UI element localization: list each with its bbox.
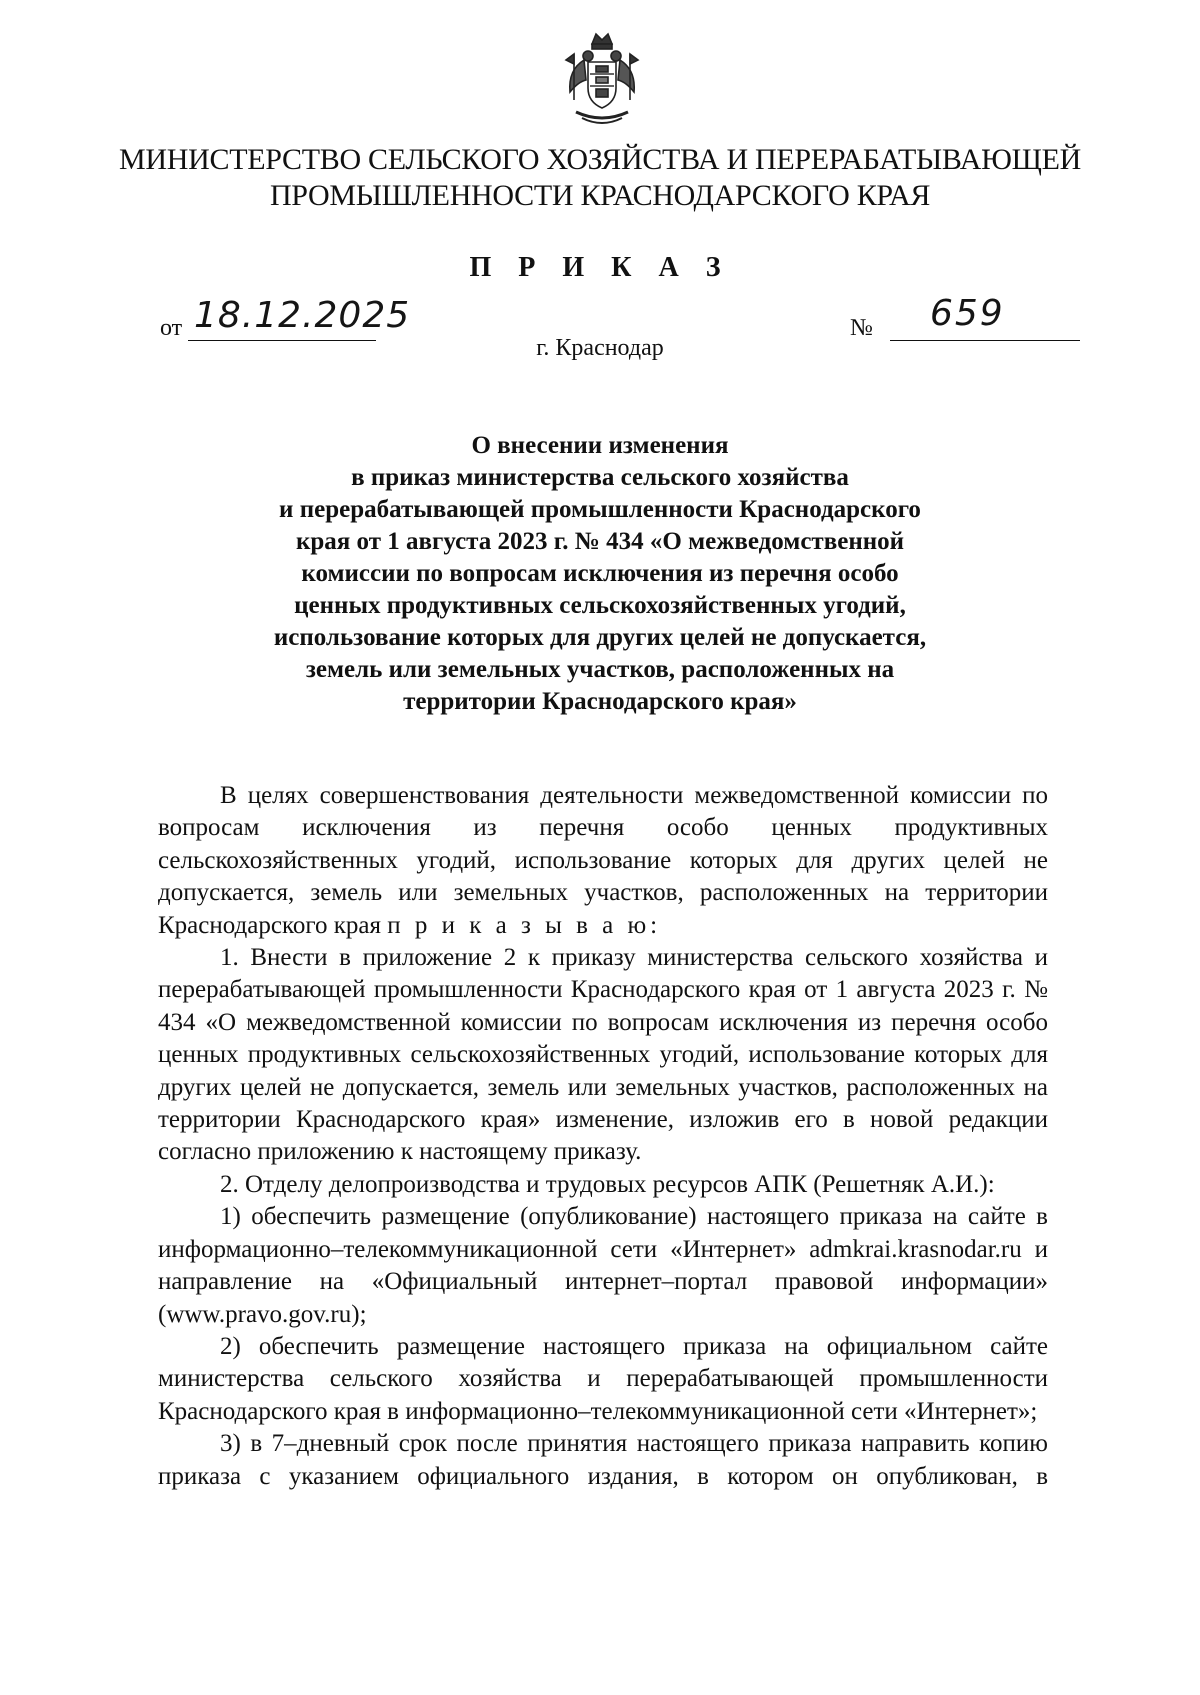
order-subject: [200, 430, 1000, 718]
document-type-heading: П Р И К А З: [469, 252, 731, 283]
number-prefix: №: [850, 315, 873, 341]
order-date: 18.12.2025: [194, 295, 411, 336]
ministry-name-line-1: МИНИСТЕРСТВО СЕЛЬСКОГО ХОЗЯЙСТВА И ПЕРЕРАБАТЫВАЮЩЕЙ: [119, 143, 1081, 176]
preamble-paragraph: [158, 780, 1048, 942]
subject-line: края от 1 августа 2023 г. № 434 «О межведомственной: [295, 528, 905, 555]
coat-of-arms-icon: [562, 30, 642, 130]
item-2-3-paragraph: 3) в 7–дневный срок после принятия настоящего приказа направить копию приказа с указанием официального издания, в котором он опубликован, в: [158, 1430, 1048, 1490]
ministry-name-line-2: ПРОМЫШЛЕННОСТИ КРАСНОДАРСКОГО КРАЯ: [269, 179, 931, 212]
subject-line: земель или земельных участков, расположенных на: [305, 656, 895, 683]
subject-line: и перерабатывающей промышленности Краснодарского: [279, 496, 921, 523]
item-2-1-paragraph: 1) обеспечить размещение (опубликование) настоящего приказа на сайте в информационно–телекоммуникационной сети «Интернет» admkrai.krasnodar.ru и направление на «Официальный интернет–портал правовой информации» (www.pravo.gov.ru);: [158, 1203, 1048, 1328]
ministry-name: [100, 142, 1100, 214]
order-body: [158, 780, 1048, 1493]
subject-line: в приказ министерства сельского хозяйства: [351, 464, 849, 491]
item-2-paragraph: 2. Отделу делопроизводства и трудовых ресурсов АПК (Решетняк А.И.):: [220, 1170, 995, 1198]
date-prefix: от: [160, 315, 183, 341]
subject-line: О внесении изменения: [471, 432, 729, 459]
subject-line: ценных продуктивных сельскохозяйственных угодий,: [294, 592, 906, 619]
issue-city: г. Краснодар: [536, 335, 664, 361]
subject-line: использование которых для других целей не допускается,: [273, 624, 927, 651]
order-number: 659: [930, 293, 1005, 334]
item-1-paragraph: 1. Внести в приложение 2 к приказу министерства сельского хозяйства и перерабатывающей промышленности Краснодарского края от 1 августа 2023 г. № 434 «О межведомственной комиссии по вопросам исключения из перечня особо ценных продуктивных сельскохозяйственных угодий, использование которых для других целей не допускается, земель или земельных участков, расположенных на территории Краснодарского края» изменение, изложив его в новой редакции согласно приложению к настоящему приказу.: [158, 944, 1048, 1166]
item-2-2-paragraph: 2) обеспечить размещение настоящего приказа на официальном сайте министерства сельского хозяйства и перерабатывающей промышленности Краснодарского края в информационно–телекоммуникационной сети «Интернет»;: [158, 1332, 1048, 1425]
coat-of-arms-emblem: [562, 30, 642, 130]
preamble-text: В целях совершенствования деятельности межведомственной комиссии по вопросам исключения из перечня особо ценных продуктивных сельскохозяйственных угодий, использование которых для других целей не допускается, земель или земельных участков, расположенных на территории Краснодарского края: [158, 782, 1048, 939]
subject-line: территории Краснодарского края»: [403, 688, 797, 715]
order-directive-word: п р и к а з ы в а ю:: [387, 911, 662, 939]
subject-line: комиссии по вопросам исключения из перечня особо: [301, 560, 899, 587]
